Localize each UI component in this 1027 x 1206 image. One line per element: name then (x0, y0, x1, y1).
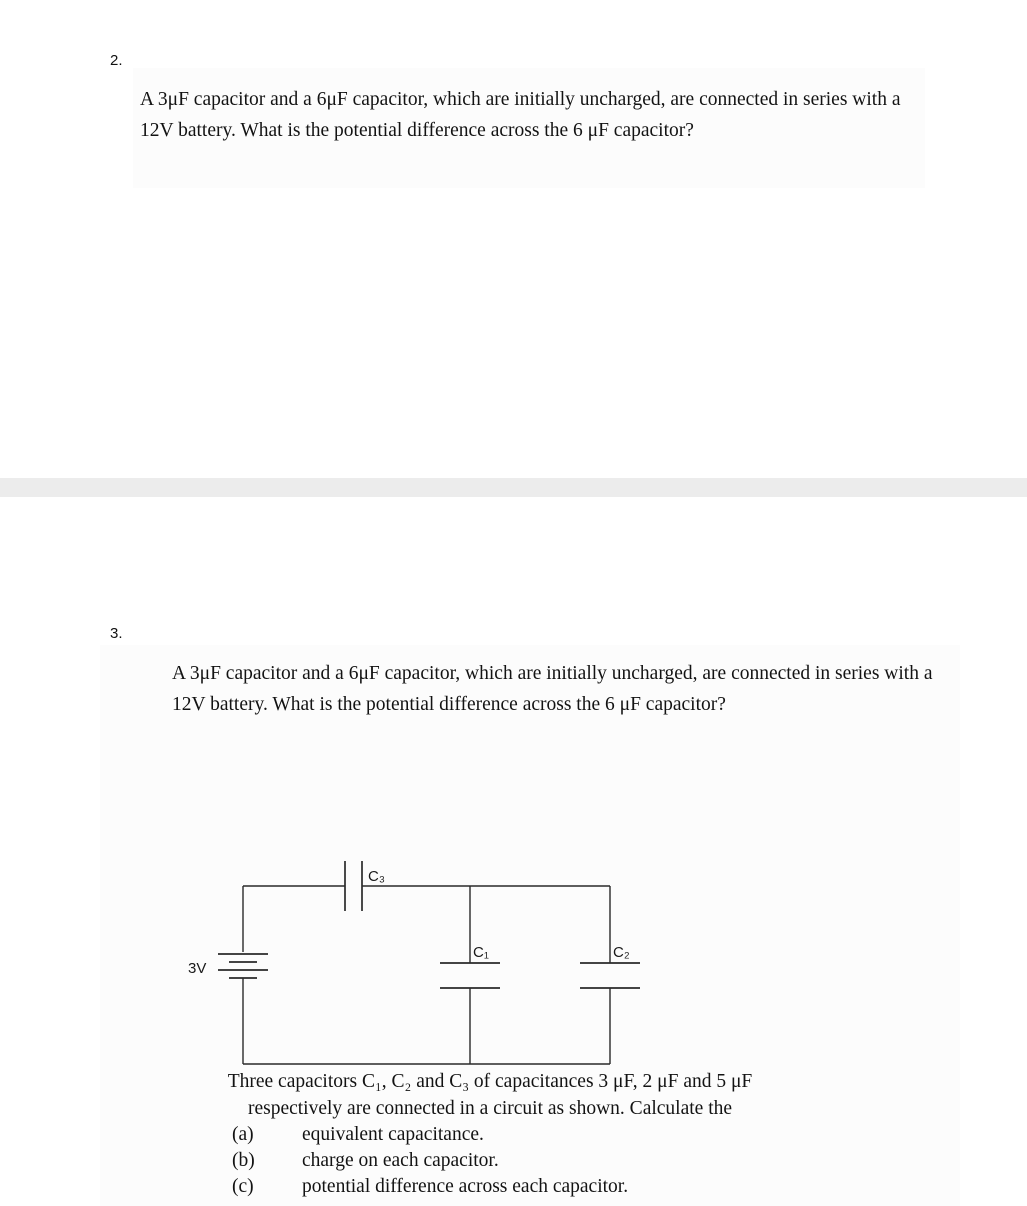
capacitor-c2-label: C₂ (613, 944, 630, 961)
subquestion-c-text: potential difference across each capacitor. (302, 1176, 629, 1197)
capacitor-c3-symbol (345, 861, 362, 911)
subquestion-a-text: equivalent capacitance. (302, 1124, 484, 1145)
problem-2-number: 2. (110, 52, 123, 69)
subquestion-list (232, 1122, 628, 1200)
circuit-caption-line2: respectively are connected in a circuit as shown. Calculate the (247, 1098, 733, 1119)
battery-symbol (218, 954, 268, 978)
subquestion-a (232, 1122, 628, 1148)
problem-3-number: 3. (110, 625, 123, 642)
capacitor-c1-label: C₁ (473, 944, 489, 961)
subquestion-b (232, 1148, 628, 1174)
subquestion-a-label: (a) (232, 1124, 254, 1145)
capacitor-c3-label: C₃ (368, 868, 385, 885)
capacitor-c2-symbol (580, 963, 640, 988)
subquestion-b-text: charge on each capacitor. (302, 1150, 499, 1171)
subquestion-b-label: (b) (232, 1150, 255, 1171)
problem-2-text: A 3μF capacitor and a 6μF capacitor, which are initially uncharged, are connected in series with a 12V battery. What is the potential difference across the 6 μF capacitor? (140, 89, 901, 141)
circuit-caption (150, 1068, 830, 1122)
subquestion-c (232, 1174, 628, 1200)
subquestion-c-label: (c) (232, 1176, 254, 1197)
capacitor-c1-symbol (440, 963, 500, 988)
battery-label: 3V (188, 960, 207, 977)
page-separator-band (0, 478, 1027, 497)
circuit-caption-line1: Three capacitors C₁, C₂ and C₃ of capacitances 3 μF, 2 μF and 5 μF (227, 1071, 753, 1092)
problem-3-text: A 3μF capacitor and a 6μF capacitor, which are initially uncharged, are connected in series with a 12V battery. What is the potential difference across the 6 μF capacitor? (172, 663, 933, 715)
circuit-diagram (150, 845, 690, 1080)
